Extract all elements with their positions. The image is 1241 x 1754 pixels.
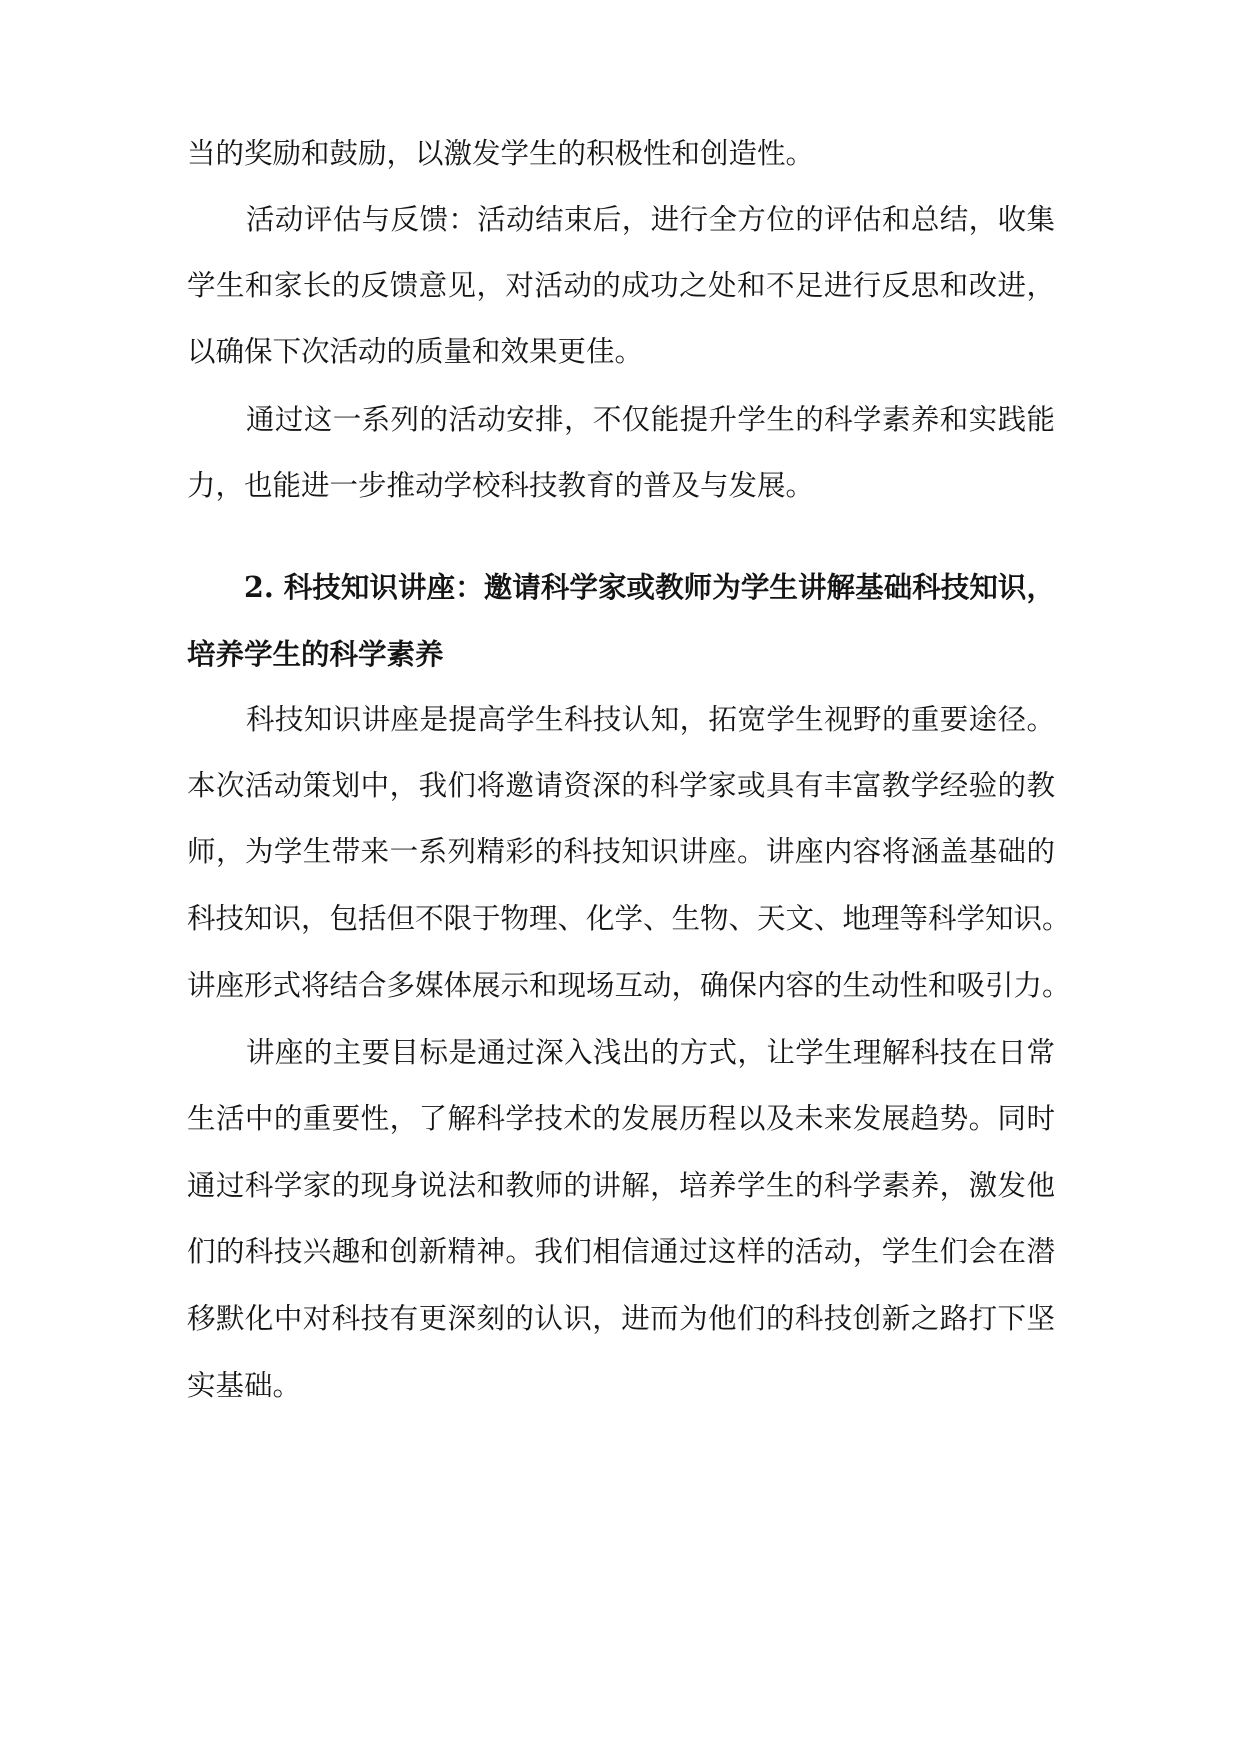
paragraph-line: 通过科学家的现身说法和教师的讲解，培养学生的科学素养，激发他 [187,1169,1055,1202]
paragraph-line: 师，为学生带来一系列精彩的科技知识讲座。讲座内容将涵盖基础的 [187,835,1055,868]
paragraph-line: 生活中的重要性，了解科学技术的发展历程以及未来发展趋势。同时 [187,1102,1055,1135]
section-heading: 2. 科技知识讲座：邀请科学家或教师为学生讲解基础科技知识， [244,570,1055,604]
paragraph-line: 科技知识讲座是提高学生科技认知，拓宽学生视野的重要途径。 [246,703,1055,736]
paragraph-line: 活动评估与反馈：活动结束后，进行全方位的评估和总结，收集 [246,203,1055,236]
paragraph-line: 本次活动策划中，我们将邀请资深的科学家或具有丰富教学经验的教 [187,769,1055,802]
paragraph-line: 当的奖励和鼓励，以激发学生的积极性和创造性。 [187,137,815,170]
paragraph-line: 以确保下次活动的质量和效果更佳。 [187,335,644,368]
paragraph-line: 科技知识，包括但不限于物理、化学、生物、天文、地理等科学知识。 [187,902,1071,935]
section-heading: 培养学生的科学素养 [187,637,444,671]
paragraph-line: 通过这一系列的活动安排，不仅能提升学生的科学素养和实践能 [246,403,1055,436]
paragraph-line: 学生和家长的反馈意见，对活动的成功之处和不足进行反思和改进， [187,269,1055,302]
paragraph-line: 实基础。 [187,1369,302,1402]
paragraph-line: 力，也能进一步推动学校科技教育的普及与发展。 [187,469,815,502]
paragraph-line: 移默化中对科技有更深刻的认识，进而为他们的科技创新之路打下坚 [187,1302,1055,1335]
paragraph-line: 讲座的主要目标是通过深入浅出的方式，让学生理解科技在日常 [246,1036,1055,1069]
paragraph-line: 们的科技兴趣和创新精神。我们相信通过这样的活动，学生们会在潜 [187,1235,1055,1268]
paragraph-line: 讲座形式将结合多媒体展示和现场互动，确保内容的生动性和吸引力。 [187,969,1071,1002]
